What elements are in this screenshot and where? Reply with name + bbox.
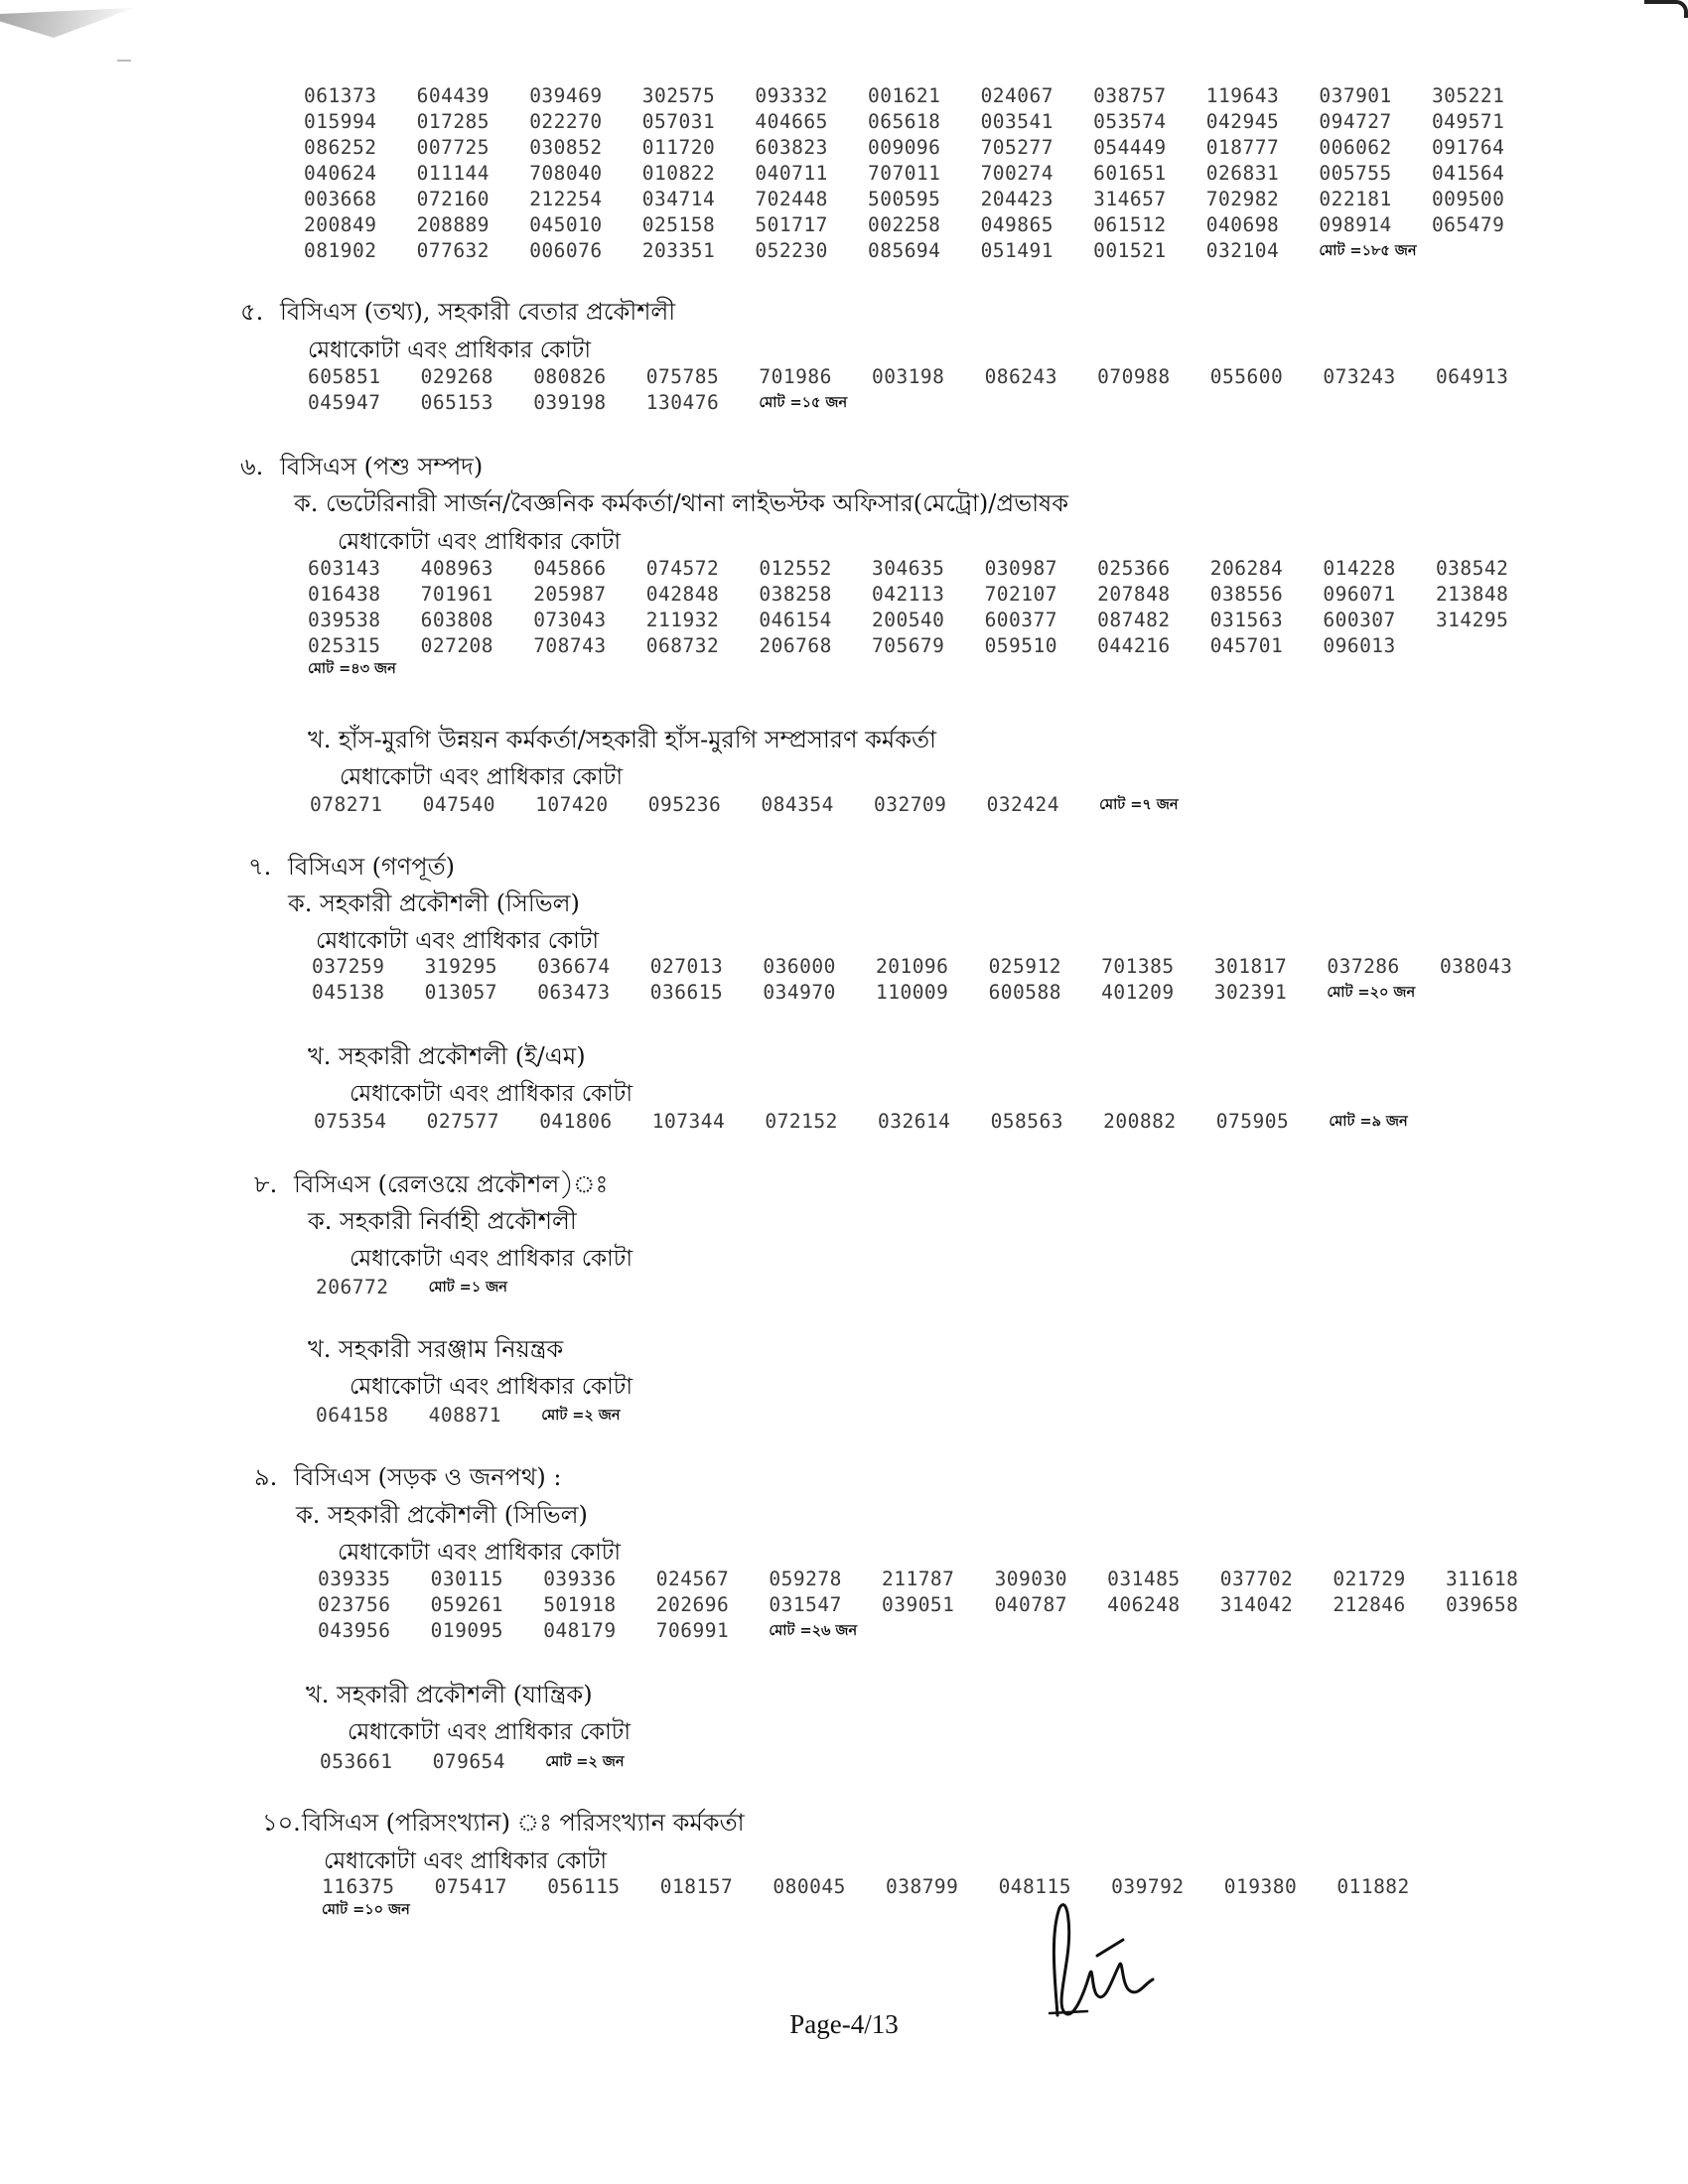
roll-number: 211787 xyxy=(881,1568,955,1590)
roll-number: 038757 xyxy=(1093,84,1167,107)
roll-number: 075354 xyxy=(314,1110,387,1133)
roll-number: 042848 xyxy=(645,583,720,606)
roll-number: 059278 xyxy=(769,1568,842,1590)
roll-number: 065618 xyxy=(867,110,941,133)
roll-number: 200540 xyxy=(871,609,945,631)
roll-number: 700274 xyxy=(980,162,1055,185)
roll-number: 040711 xyxy=(755,162,828,185)
section-heading xyxy=(248,849,455,888)
roll-number: 006062 xyxy=(1319,136,1392,159)
roll-number: 013057 xyxy=(424,981,498,1004)
roll-number: 301817 xyxy=(1213,955,1288,978)
roll-number: 702448 xyxy=(755,188,828,210)
roll-number: 016438 xyxy=(308,583,381,606)
roll-number: 406248 xyxy=(1107,1593,1181,1616)
roll-number: 098914 xyxy=(1319,213,1392,236)
roll-number: 065479 xyxy=(1431,213,1505,236)
roll-number: 040787 xyxy=(994,1593,1068,1616)
roll-number: 045701 xyxy=(1209,634,1284,657)
roll-number: 011144 xyxy=(416,162,491,185)
roll-grid xyxy=(322,1874,1563,1920)
roll-number: 201096 xyxy=(875,955,949,978)
quota-label: মেধাকোটা এবং প্রাধিকার কোটা xyxy=(324,1848,608,1874)
roll-number: 057031 xyxy=(641,110,716,133)
roll-number: 039335 xyxy=(318,1568,391,1590)
total-count: মোট =১০ জন xyxy=(322,1902,410,1918)
subsection-title: ক. সহকারী প্রকৌশলী (সিভিল) xyxy=(288,889,580,917)
total-count: মোট =১৮৫ জন xyxy=(1319,243,1417,259)
roll-number: 030987 xyxy=(984,557,1058,580)
roll-number: 045138 xyxy=(312,981,385,1004)
roll-number: 031547 xyxy=(769,1593,842,1616)
section-title: বিসিএস (সড়ক ও জনপথ) : xyxy=(294,1463,562,1491)
roll-number: 039336 xyxy=(543,1568,617,1590)
total-count: মোট =২ জন xyxy=(545,1754,625,1770)
roll-number: 116375 xyxy=(322,1875,395,1898)
roll-number: 601651 xyxy=(1093,162,1167,185)
roll-number: 603808 xyxy=(420,609,494,631)
roll-number: 005755 xyxy=(1319,162,1392,185)
roll-number: 064913 xyxy=(1435,365,1509,388)
roll-number: 051491 xyxy=(980,239,1055,262)
subsection-title: খ. সহকারী প্রকৌশলী (ই/এম) xyxy=(308,1042,586,1070)
roll-number: 130476 xyxy=(645,391,720,414)
roll-number: 065153 xyxy=(420,391,494,414)
roll-grid xyxy=(310,792,1551,818)
section-heading xyxy=(254,1166,608,1206)
roll-number: 001621 xyxy=(867,84,941,107)
roll-number: 030852 xyxy=(529,136,603,159)
roll-number: 044216 xyxy=(1097,634,1171,657)
roll-number: 206284 xyxy=(1209,557,1284,580)
total-count: মোট =১ জন xyxy=(428,1280,507,1296)
roll-number: 047540 xyxy=(422,793,496,816)
roll-number: 086243 xyxy=(984,365,1058,388)
roll-number: 702982 xyxy=(1205,188,1280,210)
roll-number: 305221 xyxy=(1431,84,1505,107)
roll-grid xyxy=(304,83,1545,264)
roll-number: 705679 xyxy=(871,634,945,657)
roll-number: 084354 xyxy=(761,793,834,816)
subsection-title: খ. সহকারী প্রকৌশলী (যান্ত্রিক) xyxy=(306,1681,593,1708)
roll-number: 075905 xyxy=(1215,1110,1290,1133)
roll-number: 200849 xyxy=(304,213,377,236)
roll-number: 048115 xyxy=(998,1875,1072,1898)
roll-number: 037286 xyxy=(1327,955,1400,978)
roll-number: 212846 xyxy=(1333,1593,1406,1616)
roll-number: 039198 xyxy=(533,391,607,414)
roll-number: 404665 xyxy=(755,110,828,133)
roll-number: 007725 xyxy=(416,136,491,159)
roll-number: 094727 xyxy=(1319,110,1392,133)
roll-grid xyxy=(316,1275,1557,1300)
roll-number: 701385 xyxy=(1101,955,1175,978)
roll-number: 501918 xyxy=(543,1593,617,1616)
roll-number: 052230 xyxy=(755,239,828,262)
roll-number: 040698 xyxy=(1205,213,1280,236)
roll-number: 034970 xyxy=(763,981,836,1004)
roll-number: 059510 xyxy=(984,634,1058,657)
roll-number: 706991 xyxy=(655,1619,730,1642)
quota-label: মেধাকোটা এবং প্রাধিকার কোটা xyxy=(338,1540,622,1566)
roll-number: 040624 xyxy=(304,162,377,185)
subsection-title: খ. হাঁস-মুরগি উন্নয়ন কর্মকর্তা/সহকারী হাঁস-মুরগি সম্প্রসারণ কর্মকর্তা xyxy=(308,726,937,753)
roll-number: 025912 xyxy=(988,955,1062,978)
roll-number: 049571 xyxy=(1431,110,1505,133)
total-count: মোট =২৬ জন xyxy=(769,1623,858,1639)
roll-number: 031485 xyxy=(1107,1568,1181,1590)
roll-number: 023756 xyxy=(318,1593,391,1616)
roll-number: 206772 xyxy=(316,1276,389,1298)
roll-number: 072152 xyxy=(765,1110,838,1133)
roll-number: 034714 xyxy=(641,188,716,210)
section-title: বিসিএস (রেলওয়ে প্রকৌশল)ঃ xyxy=(294,1170,609,1198)
roll-number: 018777 xyxy=(1205,136,1280,159)
roll-number: 010822 xyxy=(641,162,716,185)
roll-number: 068732 xyxy=(645,634,720,657)
roll-number: 093332 xyxy=(755,84,828,107)
roll-number: 053661 xyxy=(320,1750,393,1773)
roll-number: 074572 xyxy=(645,557,720,580)
section-number: ১০. xyxy=(262,1809,301,1837)
roll-number: 045010 xyxy=(529,213,603,236)
roll-number: 073043 xyxy=(533,609,607,631)
roll-grid xyxy=(308,364,1549,416)
roll-number: 208889 xyxy=(416,213,491,236)
section-number: ৫. xyxy=(240,298,264,326)
roll-number: 072160 xyxy=(416,188,491,210)
roll-number: 202696 xyxy=(655,1593,730,1616)
roll-grid xyxy=(316,1403,1557,1429)
roll-number: 027577 xyxy=(426,1110,500,1133)
quota-label: মেধাকোটা এবং প্রাধিকার কোটা xyxy=(350,1246,633,1272)
section-number: ৮. xyxy=(254,1170,278,1198)
roll-number: 043956 xyxy=(318,1619,391,1642)
roll-number: 077632 xyxy=(416,239,491,262)
roll-number: 702107 xyxy=(984,583,1058,606)
scan-artifact xyxy=(117,60,131,62)
roll-number: 014228 xyxy=(1323,557,1396,580)
roll-number: 009096 xyxy=(867,136,941,159)
roll-number: 309030 xyxy=(994,1568,1068,1590)
roll-number: 031563 xyxy=(1209,609,1284,631)
roll-number: 036615 xyxy=(649,981,724,1004)
total-count: মোট =৯ জন xyxy=(1329,1114,1408,1130)
roll-number: 053574 xyxy=(1093,110,1167,133)
roll-number: 054449 xyxy=(1093,136,1167,159)
roll-number: 032709 xyxy=(873,793,947,816)
roll-number: 311618 xyxy=(1445,1568,1519,1590)
section-title: বিসিএস (পরিসংখ্যান) ঃ পরিসংখ্যান কর্মকর্তা xyxy=(302,1809,745,1837)
roll-number: 600588 xyxy=(988,981,1062,1004)
roll-number: 003198 xyxy=(871,365,945,388)
roll-number: 200882 xyxy=(1103,1110,1177,1133)
roll-number: 017285 xyxy=(416,110,491,133)
roll-number: 055600 xyxy=(1209,365,1284,388)
roll-grid xyxy=(314,1109,1555,1135)
roll-number: 080045 xyxy=(773,1875,846,1898)
roll-number: 059261 xyxy=(430,1593,504,1616)
roll-number: 045866 xyxy=(533,557,607,580)
corner-mark xyxy=(1644,0,1688,18)
roll-number: 081902 xyxy=(304,239,377,262)
roll-grid xyxy=(320,1749,1561,1775)
roll-number: 032614 xyxy=(877,1110,951,1133)
roll-number: 001521 xyxy=(1093,239,1167,262)
roll-number: 119643 xyxy=(1205,84,1280,107)
quota-label: মেধাকোটা এবং প্রাধিকার কোটা xyxy=(350,1081,633,1107)
section-number: ৬. xyxy=(240,453,264,480)
roll-number: 600307 xyxy=(1323,609,1396,631)
roll-number: 078271 xyxy=(310,793,383,816)
roll-number: 038556 xyxy=(1209,583,1284,606)
total-count: মোট =৭ জন xyxy=(1099,797,1179,813)
roll-number: 037259 xyxy=(312,955,385,978)
roll-number: 302575 xyxy=(641,84,716,107)
section-number: ৭. xyxy=(248,853,272,881)
roll-number: 063473 xyxy=(537,981,611,1004)
roll-number: 408871 xyxy=(428,1404,502,1427)
roll-number: 027208 xyxy=(420,634,494,657)
section-title: বিসিএস (পশু সম্পদ) xyxy=(280,453,484,480)
total-count: মোট =১৫ জন xyxy=(759,395,848,411)
roll-number: 039051 xyxy=(881,1593,955,1616)
roll-number: 079654 xyxy=(432,1750,506,1773)
roll-number: 206768 xyxy=(759,634,832,657)
roll-number: 073243 xyxy=(1323,365,1396,388)
roll-number: 708040 xyxy=(529,162,603,185)
roll-number: 032104 xyxy=(1205,239,1280,262)
roll-number: 604439 xyxy=(416,84,491,107)
total-count: মোট =২ জন xyxy=(541,1408,621,1424)
quota-label: মেধাকোটা এবং প্রাধিকার কোটা xyxy=(308,338,592,363)
roll-number: 061373 xyxy=(304,84,377,107)
roll-number: 304635 xyxy=(871,557,945,580)
roll-number: 080826 xyxy=(533,365,607,388)
roll-number: 707011 xyxy=(867,162,941,185)
roll-number: 708743 xyxy=(533,634,607,657)
roll-number: 015994 xyxy=(304,110,377,133)
roll-number: 029268 xyxy=(420,365,494,388)
roll-number: 036000 xyxy=(763,955,836,978)
roll-number: 019095 xyxy=(430,1619,504,1642)
roll-number: 045947 xyxy=(308,391,381,414)
roll-number: 027013 xyxy=(649,955,724,978)
roll-grid xyxy=(312,954,1553,1006)
roll-number: 213848 xyxy=(1435,583,1509,606)
roll-number: 009500 xyxy=(1431,188,1505,210)
roll-number: 011720 xyxy=(641,136,716,159)
roll-number: 701986 xyxy=(759,365,832,388)
roll-number: 110009 xyxy=(875,981,949,1004)
quota-label: মেধাকোটা এবং প্রাধিকার কোটা xyxy=(348,1719,632,1745)
roll-number: 096013 xyxy=(1323,634,1396,657)
roll-number: 314042 xyxy=(1219,1593,1294,1616)
roll-number: 038542 xyxy=(1435,557,1509,580)
total-count: মোট =২০ জন xyxy=(1327,985,1416,1001)
roll-number: 019380 xyxy=(1223,1875,1298,1898)
roll-number: 025315 xyxy=(308,634,381,657)
section-heading xyxy=(262,1805,745,1844)
roll-number: 037901 xyxy=(1319,84,1392,107)
roll-number: 048179 xyxy=(543,1619,617,1642)
roll-number: 003541 xyxy=(980,110,1055,133)
roll-number: 087482 xyxy=(1097,609,1171,631)
roll-number: 086252 xyxy=(304,136,377,159)
roll-number: 603143 xyxy=(308,557,381,580)
roll-number: 302391 xyxy=(1213,981,1288,1004)
roll-number: 205987 xyxy=(533,583,607,606)
roll-number: 056115 xyxy=(547,1875,621,1898)
section-heading xyxy=(240,294,675,334)
roll-number: 037702 xyxy=(1219,1568,1294,1590)
roll-number: 042945 xyxy=(1205,110,1280,133)
roll-number: 038799 xyxy=(885,1875,959,1898)
subsection-title: ক. সহকারী নির্বাহী প্রকৌশলী xyxy=(308,1207,577,1235)
roll-number: 012552 xyxy=(759,557,832,580)
roll-number: 036674 xyxy=(537,955,611,978)
quota-label: মেধাকোটা এবং প্রাধিকার কোটা xyxy=(350,1374,633,1400)
roll-number: 022270 xyxy=(529,110,603,133)
roll-number: 039469 xyxy=(529,84,603,107)
roll-grid xyxy=(318,1567,1559,1644)
roll-number: 319295 xyxy=(424,955,498,978)
roll-number: 096071 xyxy=(1323,583,1396,606)
roll-number: 038043 xyxy=(1439,955,1513,978)
roll-number: 021729 xyxy=(1333,1568,1406,1590)
roll-number: 075785 xyxy=(645,365,720,388)
roll-number: 603823 xyxy=(755,136,828,159)
roll-number: 024067 xyxy=(980,84,1055,107)
roll-number: 039792 xyxy=(1111,1875,1185,1898)
roll-number: 500595 xyxy=(867,188,941,210)
total-count: মোট =৪৩ জন xyxy=(308,661,396,677)
roll-number: 025366 xyxy=(1097,557,1171,580)
roll-number: 022181 xyxy=(1319,188,1392,210)
roll-number: 212254 xyxy=(529,188,603,210)
roll-number: 042113 xyxy=(871,583,945,606)
roll-number: 049865 xyxy=(980,213,1055,236)
roll-number: 107344 xyxy=(651,1110,726,1133)
roll-number: 408963 xyxy=(420,557,494,580)
roll-number: 605851 xyxy=(308,365,381,388)
quota-label: মেধাকোটা এবং প্রাধিকার কোটা xyxy=(340,764,624,790)
section-number: ৯. xyxy=(254,1463,278,1491)
roll-number: 701961 xyxy=(420,583,494,606)
roll-number: 314657 xyxy=(1093,188,1167,210)
quota-label: মেধাকোটা এবং প্রাধিকার কোটা xyxy=(338,529,622,555)
roll-number: 003668 xyxy=(304,188,377,210)
roll-number: 501717 xyxy=(755,213,828,236)
roll-number: 064158 xyxy=(316,1404,389,1427)
section-title: বিসিএস (গণপূর্ত) xyxy=(288,853,455,881)
roll-grid xyxy=(308,556,1549,679)
subsection-title: ক. ভেটেরিনারী সার্জন/বৈজ্ঞনিক কর্মকর্তা/থানা লাইভস্টক অফিসার(মেট্রো)/প্রভাষক xyxy=(294,489,1069,517)
roll-number: 046154 xyxy=(759,609,832,631)
roll-number: 011882 xyxy=(1336,1875,1410,1898)
roll-number: 095236 xyxy=(647,793,722,816)
section-heading xyxy=(254,1459,561,1499)
roll-number: 091764 xyxy=(1431,136,1505,159)
roll-number: 018157 xyxy=(659,1875,734,1898)
roll-number: 070988 xyxy=(1097,365,1171,388)
roll-number: 041564 xyxy=(1431,162,1505,185)
roll-number: 058563 xyxy=(990,1110,1064,1133)
roll-number: 207848 xyxy=(1097,583,1171,606)
roll-number: 204423 xyxy=(980,188,1055,210)
roll-number: 401209 xyxy=(1101,981,1175,1004)
roll-number: 061512 xyxy=(1093,213,1167,236)
roll-number: 030115 xyxy=(430,1568,504,1590)
subsection-title: খ. সহকারী সরঞ্জাম নিয়ন্ত্রক xyxy=(308,1335,564,1363)
roll-number: 203351 xyxy=(641,239,716,262)
roll-number: 107420 xyxy=(535,793,609,816)
roll-number: 032424 xyxy=(986,793,1060,816)
roll-number: 705277 xyxy=(980,136,1055,159)
roll-number: 600377 xyxy=(984,609,1058,631)
roll-number: 006076 xyxy=(529,239,603,262)
roll-number: 038258 xyxy=(759,583,832,606)
subsection-title: ক. সহকারী প্রকৌশলী (সিভিল) xyxy=(296,1501,588,1529)
roll-number: 039538 xyxy=(308,609,381,631)
roll-number: 314295 xyxy=(1435,609,1509,631)
roll-number: 211932 xyxy=(645,609,720,631)
roll-number: 039658 xyxy=(1445,1593,1519,1616)
roll-number: 002258 xyxy=(867,213,941,236)
page-footer: Page-4/13 xyxy=(789,2009,899,2039)
section-title: বিসিএস (তথ্য), সহকারী বেতার প্রকৌশলী xyxy=(280,298,676,326)
roll-number: 041806 xyxy=(539,1110,613,1133)
roll-number: 024567 xyxy=(655,1568,730,1590)
quota-label: মেধাকোটা এবং প্রাধিকার কোটা xyxy=(316,928,600,954)
scan-artifact xyxy=(0,8,134,38)
roll-number: 075417 xyxy=(434,1875,508,1898)
roll-number: 025158 xyxy=(641,213,716,236)
roll-number: 085694 xyxy=(867,239,941,262)
section-heading xyxy=(240,449,483,488)
roll-number: 026831 xyxy=(1205,162,1280,185)
